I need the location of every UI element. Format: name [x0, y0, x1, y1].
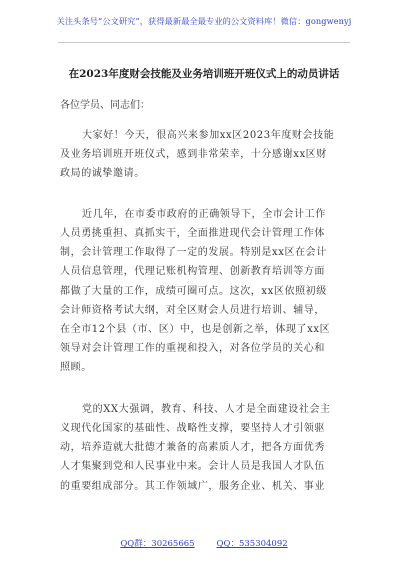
paragraph-1-line-2: 及业务培训班开班仪式，感到非常荣幸，十分感谢xx区财 — [60, 149, 327, 160]
paragraph-2-line-8: 领导对会计管理工作的重视和投入，对各位学员的关心和 — [60, 343, 325, 354]
document-title: 在2023年度财会技能及业务培训班开班仪式上的动员讲话 — [68, 68, 340, 80]
paragraph-1-line-3: 政局的诚挚邀请。 — [60, 168, 145, 179]
paragraph-2-line-7: 在全市12个县（市、区）中，也是创新之举，体现了xx区 — [60, 324, 331, 335]
paragraph-2-line-6: 会计师资格考试大纲，对全区财会人员进行培训、辅导， — [60, 305, 325, 316]
paragraph-3-line-3: 动，培养造就大批德才兼备的高素质人才，把各方面优秀 — [60, 442, 325, 453]
paragraph-2-line-2: 人员勇挑重担、真抓实干，全面推进现代会计管理工作体 — [60, 228, 325, 239]
paragraph-2-line-5: 都做了大量的工作，成绩可圈可点。这次，xx区依照初级 — [60, 286, 327, 297]
paragraph-2-line-4: 人员信息管理，代理记账机构管理、创新教育培训等方面 — [60, 266, 325, 277]
paragraph-1-line-1: 大家好！今天，很高兴来参加xx区2023年度财会技能 — [82, 130, 335, 141]
paragraph-3-line-4: 人才集聚到党和人民事业中来。会计人员是我国人才队伍 — [60, 461, 325, 472]
footer-contact — [0, 537, 408, 549]
paragraph-2-line-1: 近几年，在市委市政府的正确领导下，全市会计工作 — [82, 209, 326, 220]
footer-qq: QQ：535304092 — [216, 539, 288, 549]
paragraph-3-line-1: 党的XX大强调，教育、科技、人才是全面建设社会主 — [82, 404, 331, 415]
paragraph-2-line-3: 制，会计管理工作取得了一定的发展。特别是xx区在会计 — [60, 247, 327, 258]
paragraph-3-line-2: 义现代化国家的基础性、战略性支撑，要坚持人才引领驱 — [60, 423, 325, 434]
salutation: 各位学员、同志们： — [60, 100, 150, 111]
header-divider — [58, 42, 350, 43]
header-note: 关注头条号“公文研究”，获得最新最全最专业的公文资料库！微信：gongwenyj — [56, 16, 352, 26]
footer-qq-group: QQ群：30265665 — [120, 539, 195, 549]
paragraph-3-line-5: 的重要组成部分。其工作领域广，服务企业、机关、事业 — [60, 481, 325, 492]
paragraph-2-line-9: 照顾。 — [60, 362, 92, 373]
